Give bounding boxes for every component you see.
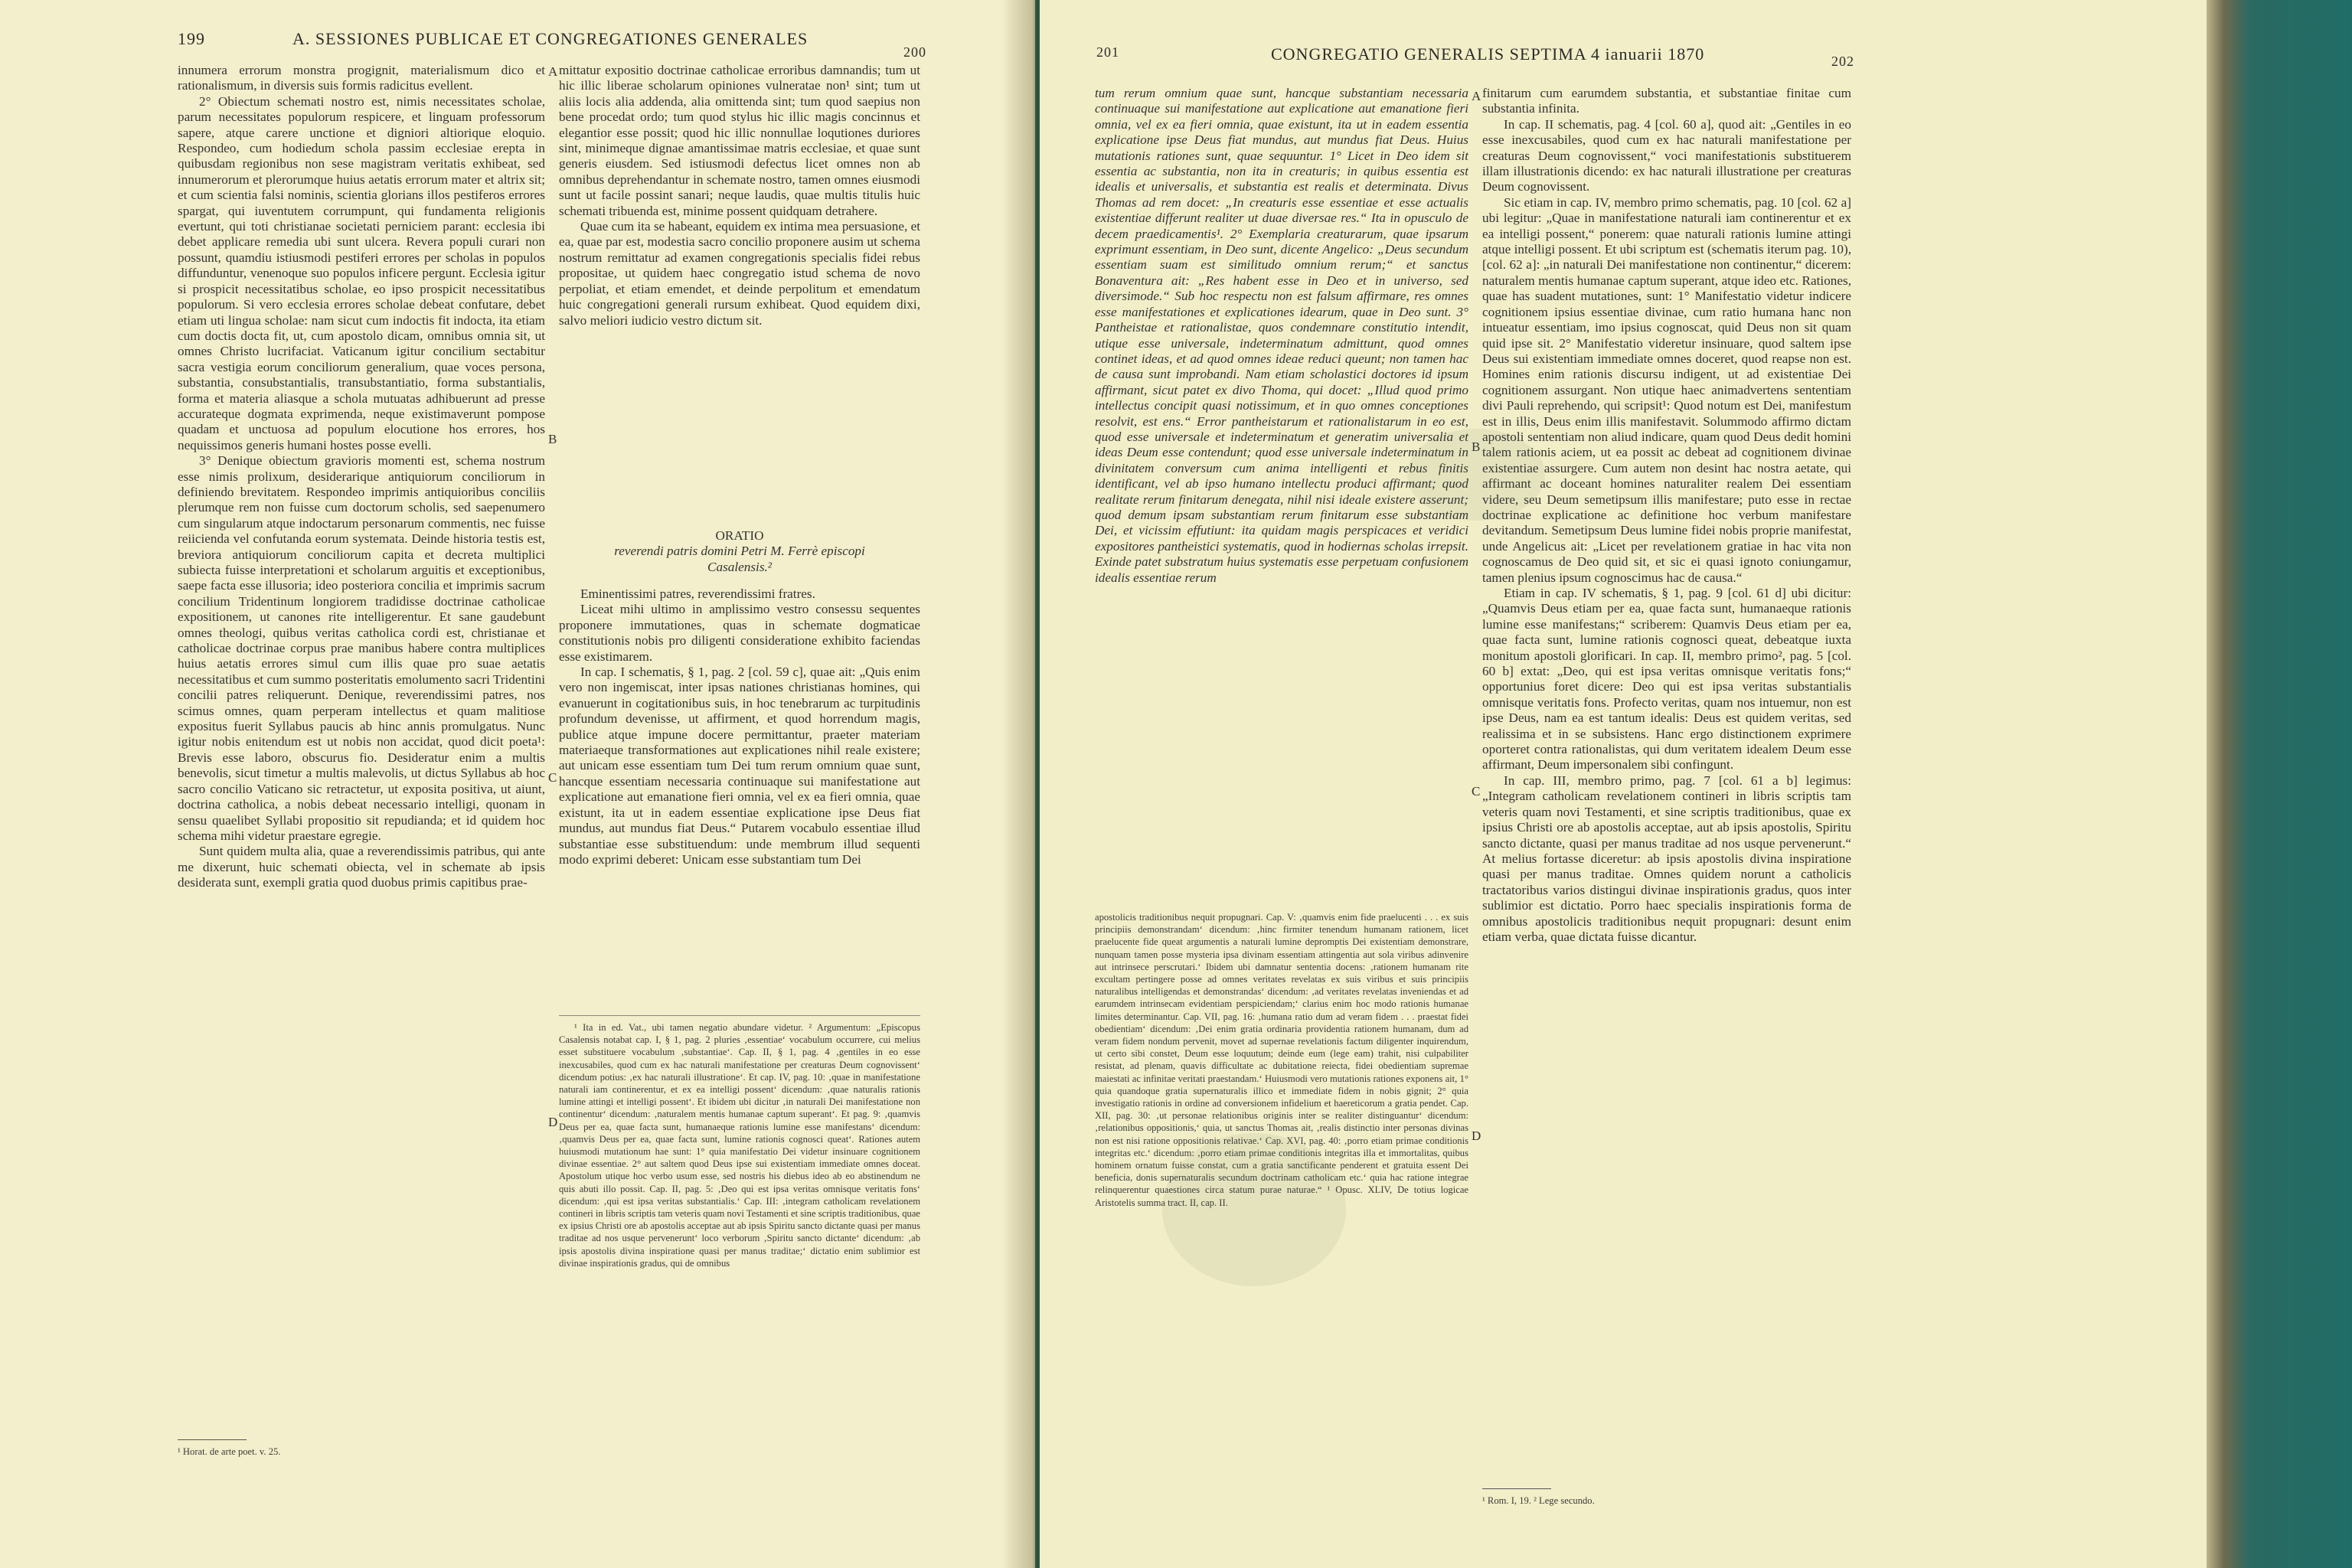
margin-letter-b: B xyxy=(1472,439,1481,454)
page-number-right: 201 xyxy=(1096,44,1119,60)
right-column-2 xyxy=(1482,86,1851,1487)
paragraph: 2° Obiectum schemati nostro est, nimis necessitates scholae, parum necessitates populorum respicere, et linguam professorum sapere, atque carere unctione et digniori altiorique eloquio. Respondeo, cum hodiedum schola passim ecclesiae erepta in quibusdam regionibus non sese magistram veritatis exhibeat, sed innumerorum et plerorumque huius aetatis errorum mater et altrix sit; et cum scientia falsi nominis, scientia glorians illos pestiferos errores spargat, qui iuventutem corrumpunt, qui fundamenta religionis evertunt, qui toti christianae societati perniciem parant: ecclesia ibi debet applicare remedia ubi sunt ulcera. Revera populi curari non possunt, quamdiu istiusmodi pestiferi errores per scholas in populos diffunduntur, venenoque suo populos inficere pergunt. Ecclesia igitur si prospicit necessitatibus scholae, eo ipso prospicit necessitatibus populorum. Si vero ecclesia errores scholae debeat confutare, debet etiam uti lingua scholae: nam sicut cum indoctis fit indocta, ita etiam cum doctis docta fit, ut, cum apostolo dicam, omnibus omnia sit, ut omnes Christo lucrifaciat. Vaticanum igitur concilium sectabitur sacra vestigia eorum conciliorum generalium, quae voces persona, substantia, consubstantialis, transubstantiatio, forma substantialis, forma et materia aliasque a schola mutuatas adhibuerunt ad presse accurateque dogmata exprimenda, neque existimaverunt pompose quadam et unctuosa ad populum elocutione hos errores, hos nequissimos generis humani hostes posse evelli. xyxy=(178,93,545,452)
paragraph: In cap. I schematis, § 1, pag. 2 [col. 59 c], quae ait: „Quis enim vero non ingemiscat, inter ipsas nationes christianas homines, qui evanuerunt in cogitationibus suis, in hoc tenebrarum ac turpitudinis profundum devenisse, ut affirment, et quod horrendum magis, publice atque impune docere permittantur, praeter materiam materiaeque transformationes aut explicationes nihil reale existere; aut unicam esse essentiam tum Dei tum rerum omnium quae sunt, hancque essentiam necessaria continuaque sui manifestatione aut explicatione aut emanatione fieri omnia, vel ex ea fieri omnia, quae existunt, ita ut in eadem essentiae explicatione ipse Deus fiat mundus, aut mundus fiat Deus.“ Putarem vocabulo essentiae illud substantiae esse substituendum: unde membrum illud sequenti modo exprimi deberet: Unicam esse substantiam tum Dei xyxy=(559,665,920,867)
left-column-1 xyxy=(178,63,545,1437)
page-number-left: 199 xyxy=(178,29,205,48)
left-col1-footnote: ¹ Horat. de arte poet. v. 25. xyxy=(178,1446,281,1457)
paper-smudge xyxy=(1162,1133,1346,1286)
paragraph: innumera errorum monstra progignit, materialismum dico et rationalismum, in diversis suis formis radicitus evellent. xyxy=(178,63,545,93)
margin-letter-c: C xyxy=(1472,784,1481,799)
paragraph: mittatur expositio doctrinae catholicae erroribus damnandis; tum ut hic illic liberae scholarum opiniones vulneratae non¹ sint; tum ut aliis locis alia addenda, alia omittenda sint; tum quod saepius non bene procedat ordo; tum quod stylus hic illic magis concinnus et elegantior esse possit; quod hic illic nonnullae loqutiones duriores sint, minimeque dignae amantissimae matris ecclesiae, et quae sunt generis eiusdem. Sed istiusmodi defectus licet omnes non ab omnibus deprehendantur in schemate nostro, tamen omnes eiusmodi sunt ut facile possint sanari; neque laudis, quae multis titulis huic schemati tribuenda est, minime possent quidquam detrahere. xyxy=(559,63,920,218)
paragraph: In cap. III, membro primo, pag. 7 [col. 61 a b] legimus: „Integram catholicam revelationem contineri in libris scriptis tam veteris quam novi Testamenti, et sine scriptis traditionibus, quae ex ipsius Christi ore ab apostolis acceptae, aut ab ipsis apostolis, Spiritu sancto dictante, quasi per manus traditae ad nos usque pervenerunt.“ At melius fortasse diceretur: ab ipsis apostolis divina inspiratione quasi per manus traditae. Omnes quidem norunt a catholicis tractatoribus varios distingui divinae inspirationis gradus, quos inter sublimior est dictatio. Porro haec specialis inspirationis forma de omnibus apostolicis traditionibus nequit propugnari: desunt enim etiam verba, quae dictata fuisse dicantur. xyxy=(1482,773,1851,944)
left-column-2b xyxy=(559,586,920,1015)
left-col2-footnotes xyxy=(559,1021,920,1481)
footnote-rule xyxy=(178,1439,247,1440)
oratio-subtitle-2: Casalensis.² xyxy=(707,559,772,574)
oratio-heading xyxy=(559,528,920,575)
footnote-rule xyxy=(559,1015,920,1016)
right-col2-footnotes: ¹ Rom. I, 19. ² Lege secundo. xyxy=(1482,1495,1595,1506)
margin-letter-a: A xyxy=(548,64,558,79)
margin-letter-d: D xyxy=(548,1115,558,1129)
footnote-text: apostolicis traditionibus nequit propugnari. Cap. V: ‚quamvis enim fide praelucenti . . . ex suis principiis demonstrandam‘ dicendum: ‚hinc firmiter tenendum humanam rationem, licet praelucente fide queat argumentis a naturali lumine depromptis Dei existentiam demonstrare, nunquam tamen posse mysteria ipsa divinam essentiam attingentia aut sola viribus adinvenire aut intrinsece perscrutari.‘ Ibidem ubi damnatur sententia docens: ‚rationem humanam rite excultam pertingere posse ad omnes veritates revelatas ex suis viribus et suis principiis naturalibus intelligendas et demonstrandas‘ dicendum: ‚ad veritates revelatas inveniendas et ad earumdem intrinsecam evidentiam perspiciendam;‘ clarius enim hoc modo rationis humanae limites determinantur. Cap. VII, pag. 16: ‚humana ratio dum ad veram fidem . . . praestat fidei obedientiam‘ dicendum: ‚Dei enim gratia ordinaria providentia rationem humanam, dum ad veram fidem nondum pervenit, movet ad supernae revelationis factum diligenter inquirendum, ut certo sibi constet, Deum esse loquutum; deinde eum (lege eam) trahit, nisi culpabiliter resistat, ad plenam, quavis difficultate ac dubitatione reiecta, fidei obedientiam supremae maiestati ac infinitae veritati praestandam.‘ Huiusmodi vero mutationis rationes exponens ait, 1° quia quandoque gratia supernaturalis illico et immediate fidem in nobis gignit; 2° quia investigatio rationis in ordine ad conversionem infidelium et haereticorum a gratia pendet. Cap. XII, pag. 30: ‚ut personae relationibus originis inter se realiter distinguantur‘ dicendum: ‚relationibus oppositionis,‘ quia, ut sanctus Thomas ait, ‚realis distinctio inter personas divinas non est nisi ratione oppositionis relativae.‘ Cap. XVI, pag. 40: ‚porro etiam primae conditionis integritas etc.‘ dicendum: ‚porro etiam primae conditionis integritas illa et immortalitas, quibus hominem ornatum fuisse constat, cum a gratia sanctificante penderent et gratuita essent Dei beneficia, donis supernaturalis secundum doctrinam catholicam etc.‘ quia hac ratione integrae relinquerentur quaestiones circa statum purae naturae.“ ¹ Opusc. XLIV, De totius logicae Aristotelis summa tract. II, cap. II. xyxy=(1095,912,1468,1208)
paragraph: tum rerum omnium quae sunt, hancque substantiam necessaria continuaque sui manifestatione aut explicatione aut emanatione fieri omnia, vel ex ea fieri omnia, quae existunt, ita ut in eadem essentia explicatione ipse Deus fiat mundus, aut mundus fiat Deus. Huius mutationis rationes sunt, quae sequuntur. 1° Licet in Deo idem sit essentia ac substantia, non ita in creaturis; in quibus essentia est idealis et universalis, et substantia est realis et determinata. Divus Thomas ad rem docet: „In creaturis esse essentiae et esse actualis existentiae differunt realiter ut duae diversae res.“ Ita in opusculo de decem praedicamentis¹. 2° Exemplaria creaturarum, quae ipsarum exprimunt essentiam, in Deo sunt, dicente Angelico: „Deus secundum essentiam suam est similitudo omnium rerum;“ et sanctus Bonaventura ait: „Res habent esse in Deo et in universo, sed diversimode.“ Sub hoc respectu non est falsum affirmare, res omnes esse manifestationes et explicationes idearum, quae in Deo sunt. 3° Pantheistae et rationalistae, quos condemnare constitutio intendit, utique esse universale, indeterminatum admittunt, quod omnes continet ideas, et ad quod omnes ideae reduci queunt; non tamen hac de causa sunt improbandi. Nam etiam scholastici doctores id ipsum affirmant, sicut patet ex divo Thoma, qui docet: „Illud quod primo intellectus concipit quasi notissimum, et in quo omnes conceptiones resolvit, est ens.“ Error pantheistarum et rationalistarum in eo est, quod esse universale et indeterminatum et generatim universalia et ideas Deum esse contendunt; quod esse universale indeterminatum in divinitatem conversum cum anima intelligenti et rebus finitis identificant, vel ab ipso humano intellectu produci affirmant; quod realitate rerum finitarum denegata, nihil nisi ideale existere asserunt; quod demum ipsam substantiam rerum finitarum esse substantiam Dei, et vicissim effutiunt: ita quidam magis perspicaces et veridici expositores pantheistici systematis, quod in hodiernas scholas irrepsit. Exinde patet substratum huius systematis esse perpetuam confusionem idealis essentiae rerum xyxy=(1095,86,1468,585)
margin-letter-d: D xyxy=(1472,1129,1481,1143)
paper-smudge xyxy=(1407,429,1545,521)
margin-letter-b: B xyxy=(548,432,557,446)
paragraph: Liceat mihi ultimo in amplissimo vestro consessu sequentes proponere immutationes, quas in schemate dogmaticae constitutionis nobis pro diligenti consideratione exhibito faciendas esse existimarem. xyxy=(559,602,920,664)
running-header-left: A. SESSIONES PUBLICAE ET CONGREGATIONES GENERALES xyxy=(292,29,808,48)
page-number-right-2: 202 xyxy=(1831,54,1854,69)
paragraph: 3° Denique obiectum gravioris momenti est, schema nostrum esse nimis prolixum, desiderarique antiquiorum conciliorum in definiendo brevitatem. Respondeo imprimis antiquioribus conciliis plerumque rem non fuisse cum doctorum scholis, sed saepenumero cum singularum atque indoctarum personarum commentis, nec fuisse reiicienda vel confutanda eorum systemata. Deinde historia testis est, breviora antiquiorum conciliorum capita et decreta multiplici subiecta fuisse interpretationi et scholarum arguitis et exceptionibus, saepe facta esse illusoria; ideo posteriora concilia et imprimis sacrum concilium Tridentinum longiorem tradidisse doctrinae catholicae expositionem, ut canones rite intelligerentur. Et sane gaudebunt omnes theologi, quibus veritas catholica cordi est, christianae et catholicae doctrinae corpus prae manibus habere contra multiplices huius aetatis errores simul cum illis quae pro suae aetatis necessitatibus et cum summo posteritatis emolumento sacri Tridentini concilii patres reliquerunt. Denique, reverendissimi patres, nos scimus omnes, quam perperam intellectus et quam malitiose expositus fuerit Syllabus paucis ab hinc annis promulgatus. Nunc igitur nobis enitendum est ut nobis non accidat, quod dicit poeta¹: Brevis esse laboro, obscurus fio. Desideratur enim a multis benevolis, sicut timetur a multis malevolis, ut dictus Syllabus ab hoc sacro concilio Vaticano sic retractetur, ut exposita positiva, ut aiunt, doctrina catholica, a nobis debeat necessario intelligi, quonam in sensu quaelibet Syllabi propositio sit repudianda; et id quidem hoc schema mihi videtur praestare egregie. xyxy=(178,453,545,843)
footnote-text: ¹ Ita in ed. Vat., ubi tamen negatio abundare videtur. ² Argumentum: „Episcopus Casalensis notabat cap. I, § 1, pag. 2 pluries ‚essentiae‘ vocabulum occurrere, cui melius esset substituere vocabulum ‚substantiae‘. Cap. II, § 1, pag. 4 ‚gentiles in eo esse inexcusabiles, quod cum ex hac naturali manifestatione per creaturas Deum cognovissent‘ dicendum potius: ‚ex hac naturali illustratione‘. Et cap. IV, pag. 10: ‚quae in manifestatione naturali iam continerentur, et ex ea intelligi possent‘ dicendum: ‚quae naturalis rationis lumine attingi et intelligi possent‘. Et ibidem ubi dicitur ‚in naturali Dei manifestatione non continentur‘ dicendum: ‚naturalem mentis humanae captum superant‘. Et pag. 9: ‚quamvis Deus per ea, quae facta sunt, humanaeque rationis lumine esse manifestans‘ dicendum: ‚quamvis Deus per ea, quae facta sunt, lumine rationis cognosci queat‘. Rationes autem huiusmodi mutationum hae sunt: 1° quia manifestatio Dei videtur insinuare cognitionem divinae essentiae. 2° aut saltem quod Deus ipse sui existentiam immediate omnes doceat. Apostolum utique hoc verbo usum esse, sed nostris his diebus ideo ab eo abstinendum ne quis abuti illo possit. Cap. II, pag. 5: ‚Deo qui est ipsa veritas omnisque veritatis fons‘ dicendum: ‚qui est ipsa veritas substantialis.‘ Cap. III: ‚integram catholicam revelationem contineri in libris scriptis tam veteris quam novi Testamenti et sine scriptis traditionibus, quae ex ipsius Christi ore ab apostolis acceptae aut ab ipsis Spiritu sancto dictante quasi per manus traditae ad nos usque pervenerunt‘ loco verborum ‚Spiritu sancto dictante‘ dicendum: ‚ab ipsis apostolis divina inspiratione quasi per manus traditae;‘ dictatio enim sublimior est divinae inspirationis gradus, qui de omnibus xyxy=(559,1022,920,1269)
paragraph: finitarum cum earumdem substantia, et substantiae finitae cum substantia infinita. xyxy=(1482,86,1851,116)
right-page xyxy=(1040,0,2207,1568)
left-column-2 xyxy=(559,63,920,514)
oratio-subtitle: reverendi patris domini Petri M. Ferrè episcopi xyxy=(614,544,865,559)
page-number-left-2: 200 xyxy=(903,44,926,60)
paragraph: Eminentissimi patres, reverendissimi fratres. xyxy=(580,586,815,601)
paragraph: Etiam in cap. IV schematis, § 1, pag. 9 [col. 61 d] ubi dicitur: „Quamvis Deus etiam per ea, quae facta sunt, humanaeque rationis lumine esse manifestans;“ scriberem: Quamvis Deus etiam per ea, quae facta sunt, lumine rationis cognosci queat, debeatque iuxta monitum apostoli glorificari. In cap. II, membro primo², pag. 5 [col. 60 b] extat: „Deo, qui est ipsa veritas omnisque veritatis fons;“ opportunius foret dicere: Deo qui est ipsa veritas substantialis omnisque veritatis fons. Profecto veritas, quam nos intuemur, non est ipse Deus, nam ea est tantum idealis: Deus est quidem veritas, sed realissima et in se subsistens. Hanc ergo distinctionem exprimere oporteret contra rationalistas, qui dum veritatem idealem Deum esse affirmant, Deum impersonalem sibi confingunt. xyxy=(1482,586,1851,773)
footnote-rule xyxy=(1482,1488,1551,1489)
paragraph: In cap. II schematis, pag. 4 [col. 60 a], quod ait: „Gentiles in eo esse inexcusabiles, quod cum ex hac naturali manifestatione per creaturas Deum cognovissent,“ voci manifestationis substituerem illam illustrationis dicendo: ex hac naturali illustratione per creaturas Deum cognovissent. xyxy=(1482,116,1851,194)
book-page-edge xyxy=(2207,0,2352,1568)
left-page xyxy=(0,0,1035,1568)
paragraph: Sunt quidem multa alia, quae a reverendissimis patribus, qui ante me dixerunt, huic schemati obiecta, vel in schemate ab ipsis desiderata sunt, exempli gratia quod duobus primis capitibus prae- xyxy=(178,844,545,890)
margin-letter-a: A xyxy=(1472,89,1481,103)
paragraph: Quae cum ita se habeant, equidem ex intima mea persuasione, et ea, quae par est, modestia sacro concilio proponere ausim ut schema nostrum remittatur ad examen congregationis specialis fidei rebus propositae, ut quidem haec congregatio istud schema de novo perpoliat, et etiam emendet, et deinde perpolitum et emendatum huic congregationi generali rursum exhibeat. Quod equidem dixi, salvo meliori iudicio vestro dictum sit. xyxy=(559,219,920,328)
running-header-right: CONGREGATIO GENERALIS SEPTIMA 4 ianuarii 1870 xyxy=(1271,44,1705,64)
oratio-title: ORATIO xyxy=(715,528,764,543)
margin-letter-c: C xyxy=(548,770,557,785)
paragraph: Sic etiam in cap. IV, membro primo schematis, pag. 10 [col. 62 a] ubi legitur: „Quae in manifestatione naturali iam continerentur et ex ea intelligi possent,“ ponerem: quae naturali rationis lumine attingi atque intelligi possent. Et ubi scriptum est (schematis iterum pag. 10), [col. 62 a]: „in naturali Dei manifestatione non continentur,“ dicerem: naturalem mentis humanae captum superant, atque ideo etc. Rationes, quae has suadent mutationes, sunt: 1° Manifestatio videtur indicere cognitionem ipsius essentiae divinae, cum ratio humana hanc non intueatur essentiam, imo ipsius cognoscat, quid Deus non sit quam quid ipse sit. 2° Manifestatio videretur insinuare, quod saltem ipse Deus sui existentiam immediate omnes doceret, quod reapse non est. Homines enim rationis discursu indigent, ut ad existentiae Dei cognitionem assurgant. Non utique haec animadvertens sententiam divi Pauli reprehendo, qui scripsit¹: Quod notum est Dei, manifestum est in illis, Deus enim illis manifestavit. Solummodo affirmo dictam apostoli sententiam non aliud indicare, quam quod Deus dedit homini talem rationis aciem, ut ea possit ac debeat ad cognitionem divinae existentiae assurgere. Cum autem non desint hac nostra aetate, qui affirmant ac doceant homines naturaliter realem Dei essentiam videre, seu Deum semetipsum illis manifestare; puto esse in rectae doctrinae explicatione ac definitione hoc verbum manifestare devitandum. Semetipsum Deus lumine fidei nobis proprie manifestat, unde Angelicus ait: „Licet per revelationem gratiae in hac vita non cognoscamus de Deo quid sit, et sic ei quasi ignoto coniungamur, tamen plenius ipsum cognoscimus hac de causa.“ xyxy=(1482,194,1851,585)
